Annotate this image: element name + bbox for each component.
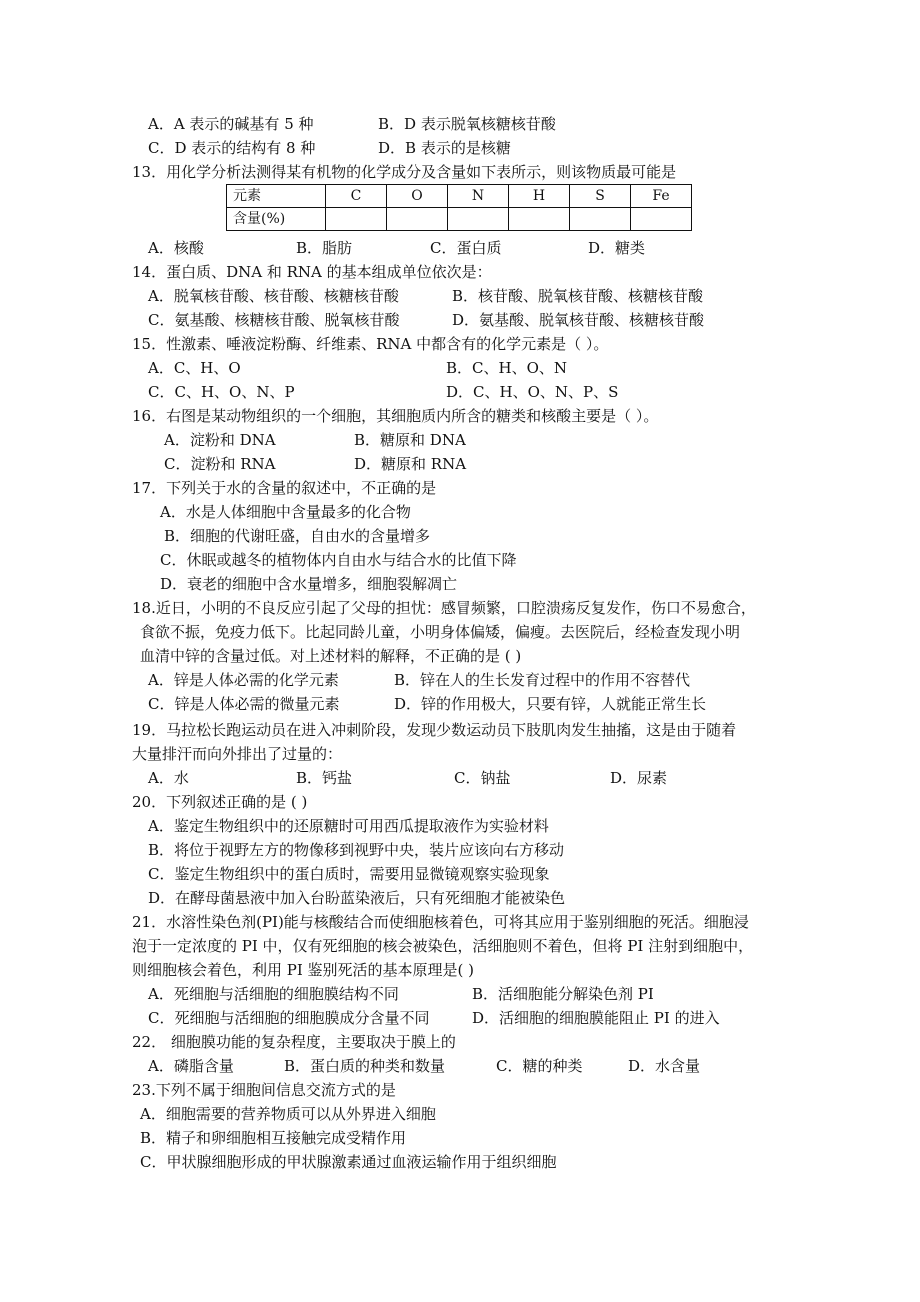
q20-option-d: D．在酵母菌悬液中加入台盼蓝染液后，只有死细胞才能被染色: [148, 889, 566, 907]
table-cell: Fe: [631, 185, 692, 208]
q22-option-b: B．蛋白质的种类和数量: [284, 1057, 446, 1075]
q12-option-a: A．A 表示的碱基有 5 种: [148, 115, 314, 133]
q14-stem: 14．蛋白质、DNA 和 RNA 的基本组成单位依次是：: [132, 263, 492, 281]
q21-line-2: 泡于一定浓度的 PI 中，仅有死细胞的核会被染色，活细胞则不着色，但将 PI 注射到细胞中，: [132, 937, 754, 955]
table-cell: [509, 208, 570, 231]
q17-option-d: D．衰老的细胞中含水量增多，细胞裂解凋亡: [160, 575, 458, 593]
q20-stem: 20．下列叙述正确的是 ( ): [132, 793, 308, 811]
q19-option-a: A．水: [148, 769, 189, 787]
q23-stem: 23.下列不属于细胞间信息交流方式的是: [132, 1081, 396, 1099]
q16-stem: 16．右图是某动物组织的一个细胞，其细胞质内所含的糖类和核酸主要是（ ）。: [132, 407, 659, 425]
table-cell: [570, 208, 631, 231]
q17-stem: 17．下列关于水的含量的叙述中，不正确的是: [132, 479, 437, 497]
q19-line-1: 19．马拉松长跑运动员在进入冲刺阶段，发现少数运动员下肢肌肉发生抽搐，这是由于随着: [132, 721, 737, 739]
table-cell: [631, 208, 692, 231]
q12-option-c: C．D 表示的结构有 8 种: [148, 139, 316, 157]
q21-line-3: 则细胞核会着色，利用 PI 鉴别死活的基本原理是( ): [132, 961, 475, 979]
table-cell: H: [509, 185, 570, 208]
q21-line-1: 21．水溶性染色剂(PI)能与核酸结合而使细胞核着色，可将其应用于鉴别细胞的死活。细胞浸: [132, 913, 749, 931]
q16-option-a: A．淀粉和 DNA: [164, 431, 276, 449]
q23-option-b: B．精子和卵细胞相互接触完成受精作用: [140, 1129, 407, 1147]
table-cell: [448, 208, 509, 231]
q21-option-c: C．死细胞与活细胞的细胞膜成分含量不同: [148, 1009, 430, 1027]
table-cell: O: [387, 185, 448, 208]
table-cell: [387, 208, 448, 231]
q22-option-c: C．糖的种类: [496, 1057, 583, 1075]
table-row: [227, 208, 692, 231]
q16-option-c: C．淀粉和 RNA: [164, 455, 276, 473]
q16-option-d: D．糖原和 RNA: [354, 455, 467, 473]
table-cell: S: [570, 185, 631, 208]
q21-option-b: B．活细胞能分解染色剂 PI: [472, 985, 654, 1003]
q23-option-c: C．甲状腺细胞形成的甲状腺激素通过血液运输作用于组织细胞: [140, 1153, 557, 1171]
q19-option-b: B．钙盐: [296, 769, 353, 787]
q22-stem: 22． 细胞膜功能的复杂程度，主要取决于膜上的: [132, 1033, 456, 1051]
q18-line-2: 食欲不振，免疫力低下。比起同龄儿童，小明身体偏矮，偏瘦。去医院后，经检查发现小明: [140, 623, 741, 641]
q15-option-d: D．C、H、O、N、P、S: [446, 383, 619, 401]
q18-option-c: C．锌是人体必需的微量元素: [148, 695, 340, 713]
q15-option-a: A．C、H、O: [148, 359, 241, 377]
q14-option-d: D．氨基酸、脱氧核苷酸、核糖核苷酸: [452, 311, 705, 329]
table-row: [227, 185, 692, 208]
q21-option-a: A．死细胞与活细胞的细胞膜结构不同: [148, 985, 399, 1003]
q13-option-b: B．脂肪: [296, 239, 353, 257]
table-content-label: 含量(%): [227, 208, 326, 231]
q20-option-a: A．鉴定生物组织中的还原糖时可用西瓜提取液作为实验材料: [148, 817, 549, 835]
q22-option-d: D．水含量: [628, 1057, 701, 1075]
q19-option-d: D．尿素: [610, 769, 668, 787]
q14-option-c: C．氨基酸、核糖核苷酸、脱氧核苷酸: [148, 311, 400, 329]
q19-line-2: 大量排汗而向外排出了过量的：: [132, 745, 343, 763]
q15-stem: 15．性激素、唾液淀粉酶、纤维素、RNA 中都含有的化学元素是（ ）。: [132, 335, 609, 353]
q16-option-b: B．糖原和 DNA: [354, 431, 466, 449]
q18-line-3: 血清中锌的含量过低。对上述材料的解释，不正确的是 ( ): [140, 647, 522, 665]
q15-option-c: C．C、H、O、N、P: [148, 383, 295, 401]
q17-option-a: A．水是人体细胞中含量最多的化合物: [160, 503, 411, 521]
q14-option-b: B．核苷酸、脱氧核苷酸、核糖核苷酸: [452, 287, 704, 305]
q23-option-a: A．细胞需要的营养物质可以从外界进入细胞: [140, 1105, 436, 1123]
q19-option-c: C．钠盐: [454, 769, 511, 787]
q18-option-a: A．锌是人体必需的化学元素: [148, 671, 339, 689]
q14-option-a: A．脱氧核苷酸、核苷酸、核糖核苷酸: [148, 287, 399, 305]
q22-option-a: A．磷脂含量: [148, 1057, 234, 1075]
q15-option-b: B．C、H、O、N: [446, 359, 568, 377]
q17-option-b: B．细胞的代谢旺盛，自由水的含量增多: [164, 527, 431, 545]
q12-option-d: D．B 表示的是核糖: [378, 139, 511, 157]
q13-option-a: A．核酸: [148, 239, 204, 257]
table-cell: [326, 208, 387, 231]
q17-option-c: C．休眠或越冬的植物体内自由水与结合水的比值下降: [160, 551, 517, 569]
table-cell: N: [448, 185, 509, 208]
q13-stem: 13．用化学分析法测得某有机物的化学成分及含量如下表所示，则该物质最可能是: [132, 163, 677, 181]
table-cell: C: [326, 185, 387, 208]
q13-option-d: D．糖类: [588, 239, 646, 257]
q12-option-b: B．D 表示脱氧核糖核苷酸: [378, 115, 556, 133]
q20-option-c: C．鉴定生物组织中的蛋白质时，需要用显微镜观察实验现象: [148, 865, 550, 883]
q21-option-d: D．活细胞的细胞膜能阻止 PI 的进入: [472, 1009, 720, 1027]
q13-option-c: C．蛋白质: [430, 239, 502, 257]
q20-option-b: B．将位于视野左方的物像移到视野中央，装片应该向右方移动: [148, 841, 565, 859]
element-table: [226, 184, 692, 231]
q18-line-1: 18.近日，小明的不良反应引起了父母的担忧：感冒频繁，口腔溃疡反复发作，伤口不易愈合，: [132, 599, 756, 617]
q18-option-b: B．锌在人的生长发育过程中的作用不容替代: [394, 671, 691, 689]
q18-option-d: D．锌的作用极大，只要有锌，人就能正常生长: [394, 695, 707, 713]
table-header-label: 元素: [227, 185, 326, 208]
